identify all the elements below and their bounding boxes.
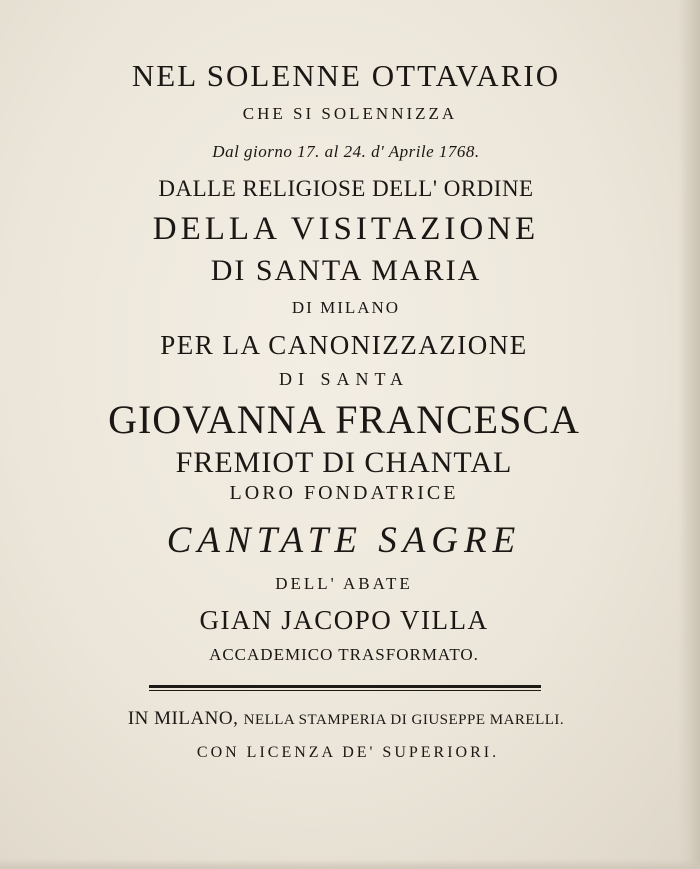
page-bottom-edge [0,859,700,869]
title-line-9: DI SANTA [278,369,410,389]
saint-surname-line: FREMIOT DI CHANTAL [175,446,513,479]
license-line: CON LICENZA DE' SUPERIORI. [196,744,500,761]
imprint-printer: NELLA STAMPERIA DI GIUSEPPE MARELLI. [243,712,565,728]
title-line-6: DI SANTA MARIA [210,254,482,287]
title-line-7: DI MILANO [291,298,401,317]
title-line-8: PER LA CANONIZZAZIONE [160,330,528,360]
saint-name-line: GIOVANNA FRANCESCA [108,397,580,442]
title-line-4: DALLE RELIGIOSE DELL' ORDINE [158,176,534,201]
double-rule-bottom [149,690,541,691]
work-title: CANTATE SAGRE [166,520,522,561]
title-line-2: CHE SI SOLENNIZZA [242,104,458,123]
title-line-12: LORO FONDATRICE [229,482,459,504]
author-title: ACCADEMICO TRASFORMATO. [209,645,479,664]
author-name: GIAN JACOPO VILLA [199,605,489,635]
author-prefix: DELL' ABATE [275,574,413,593]
imprint-city: IN MILANO, [127,708,239,729]
title-line-1: NEL SOLENNE OTTAVARIO [131,58,561,93]
imprint-line [0,708,696,730]
date-line: Dal giorno 17. al 24. d' Aprile 1768. [212,142,480,161]
double-rule-top [149,685,541,688]
title-line-5: DELLA VISITAZIONE [152,211,540,247]
